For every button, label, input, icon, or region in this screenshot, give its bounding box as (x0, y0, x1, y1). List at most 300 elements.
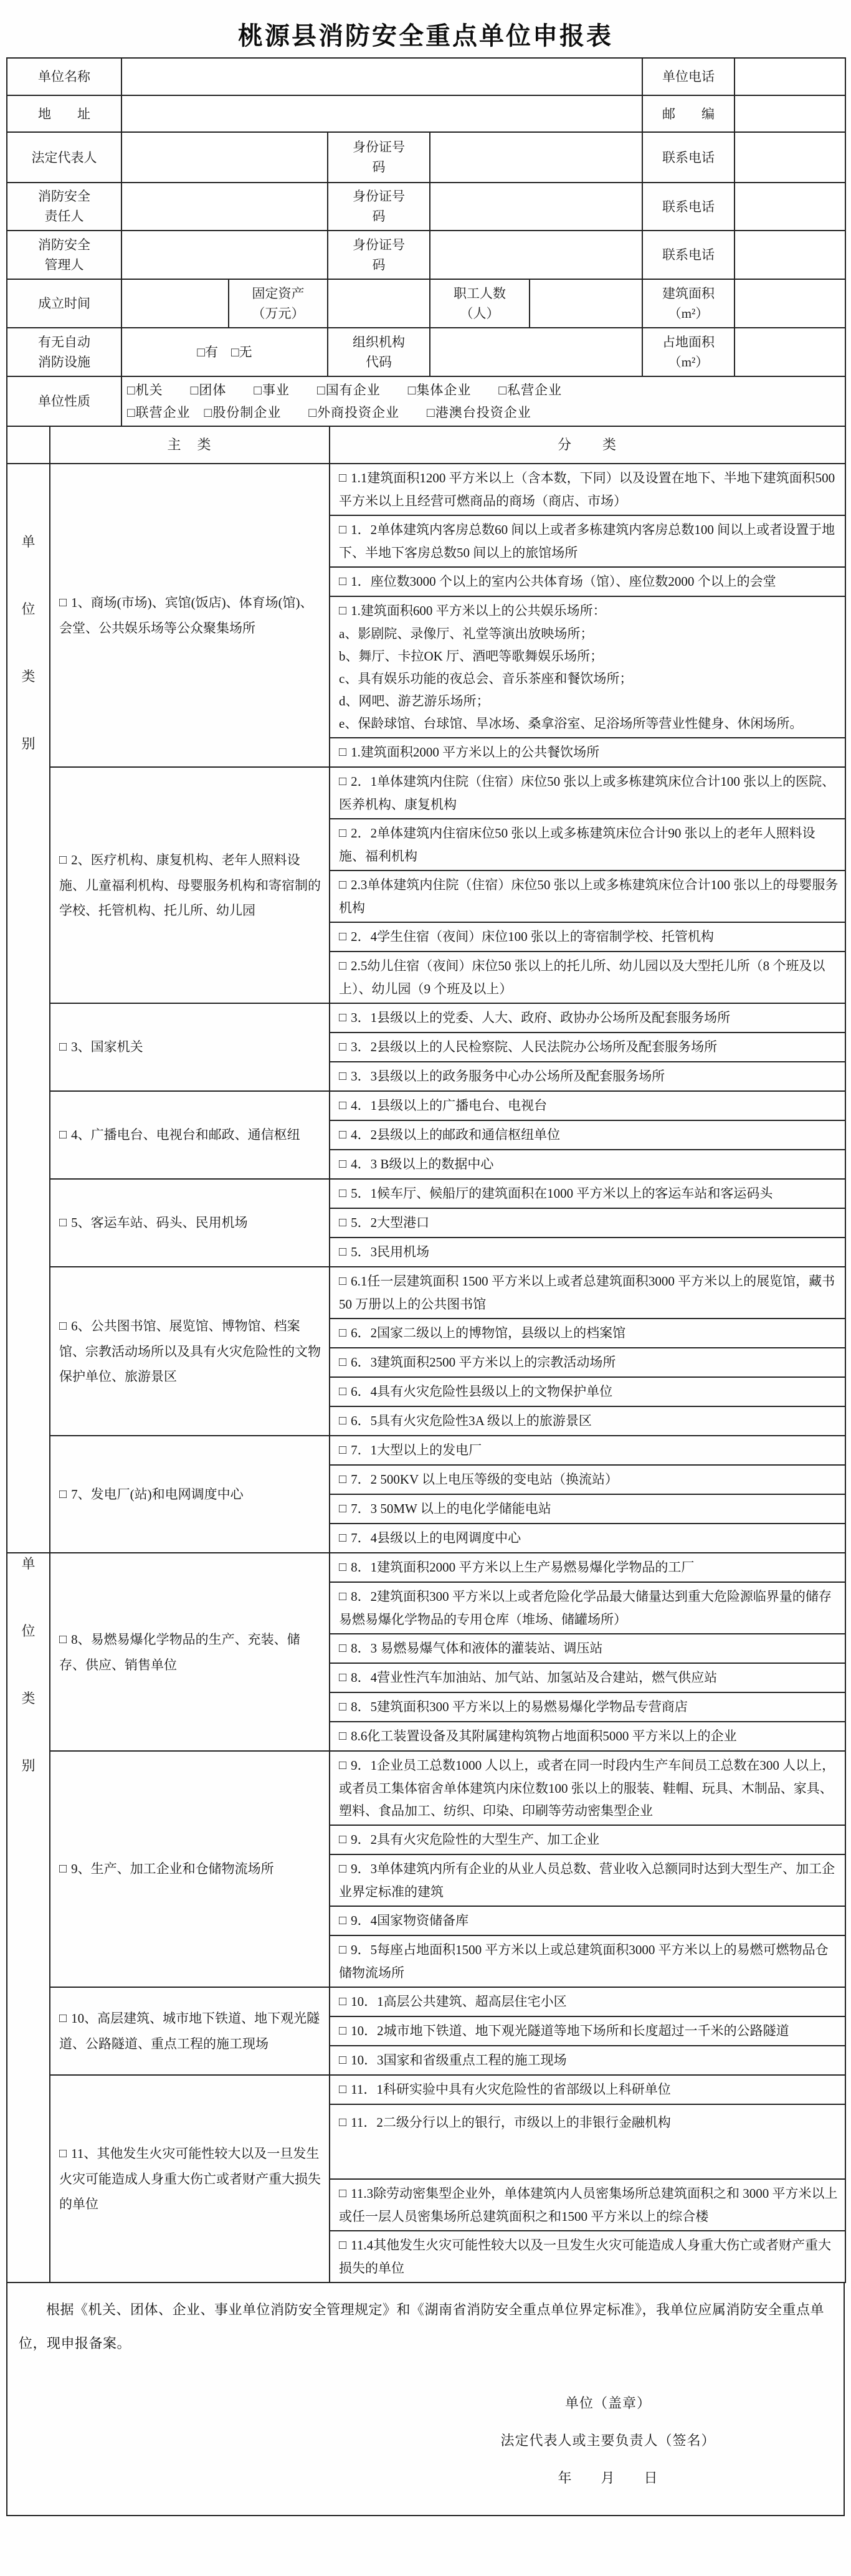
established-row (7, 279, 845, 328)
subcategory-text (339, 1858, 839, 1903)
subcategory-cell (330, 1854, 845, 1906)
safety-mgr-id-value[interactable] (430, 231, 642, 279)
subcategory-cell (330, 738, 845, 767)
main-category-label-text: 11、其他发生火灾可能性较大以及一旦发生火灾可能造成人身重大伤亡或者财产重大损失的单位 (59, 2146, 321, 2211)
subcategory-text-text: a、影剧院、录像厅、礼堂等演出放映场所； (339, 626, 594, 641)
main-category-cell (50, 464, 330, 767)
subcategory-text (339, 874, 839, 919)
main-category-label (59, 590, 323, 641)
checkbox-icon[interactable]: □ (339, 471, 347, 485)
main-category-label (59, 1314, 323, 1389)
subcategory-text-text: 2．4学生住宿（夜间）床位100 张以上的寄宿制学校、托管机构 (351, 929, 714, 944)
subcategory-cell (330, 1120, 845, 1150)
checkbox-icon[interactable]: □ (339, 1128, 347, 1142)
unit-name-value[interactable] (121, 58, 642, 95)
subcategory-text (339, 1637, 839, 1660)
checkbox-icon[interactable]: □ (339, 2024, 347, 2038)
subcategory-text (339, 599, 839, 623)
checkbox-icon[interactable]: □ (339, 1274, 347, 1288)
subcategory-text-text: 8．2建筑面积300 平方米以上或者危险化学品最大储量达到重大危险源临界量的储存易燃易爆化学物品的专用仓库（堆场、储罐场所） (339, 1589, 832, 1627)
subcategory-text-text: 10．3国家和省级重点工程的施工现场 (351, 2053, 567, 2068)
org-code-value[interactable] (430, 328, 642, 376)
subcategory-text (339, 2234, 839, 2279)
main-category-label-text: 3、国家机关 (71, 1039, 143, 1054)
unit-category-side-label-text: 单 位 类 别 (21, 534, 36, 751)
address-label: 地 址 (7, 95, 121, 132)
unit-nature-options-line2[interactable]: □联营企业 □股份制企业 □外商投资企业 □港澳台投资企业 (127, 405, 531, 420)
subcategory-text (339, 667, 839, 690)
checkbox-icon[interactable]: □ (339, 1069, 347, 1083)
subcategory-row (7, 464, 845, 515)
subcategory-cell (330, 2046, 845, 2075)
legal-rep-row (7, 132, 845, 183)
subcategory-text (339, 2020, 839, 2043)
subcategory-cell (330, 2016, 845, 2046)
subcategory-text (339, 1990, 839, 2013)
main-category-cell (50, 1553, 330, 1751)
subcategory-text-text: 6．2国家二级以上的博物馆，县级以上的档案馆 (351, 1325, 626, 1340)
main-category-cell (50, 1091, 330, 1179)
subcategory-cell (330, 1319, 845, 1348)
legal-rep-id-value[interactable] (430, 132, 642, 183)
unit-name-row (7, 58, 845, 95)
subcategory-text (339, 623, 839, 645)
subcategory-cell (330, 1377, 845, 1406)
subcategory-text-text: 1.建筑面积2000 平方米以上的公共餐饮场所 (351, 745, 600, 760)
main-category-cell (50, 1003, 330, 1091)
subcategory-text-text: 1．座位数3000 个以上的室内公共体育场（馆）、座位数2000 个以上的会堂 (351, 574, 776, 589)
subcategory-text-text: e、保龄球馆、台球馆、旱冰场、桑拿浴室、足浴场所等营业性健身、休闲场所。 (339, 716, 803, 731)
main-category-cell (50, 1751, 330, 1987)
subcategory-cell (330, 567, 845, 596)
main-category-label-text: 5、客运车站、码头、民用机场 (71, 1215, 248, 1230)
subcategory-text (339, 1497, 839, 1520)
checkbox-icon[interactable]: □ (339, 1040, 347, 1054)
checkbox-icon[interactable]: □ (339, 826, 347, 840)
subcategory-text (339, 1666, 839, 1689)
date-line: 年 月 日 (558, 2470, 658, 2486)
checkbox-icon[interactable]: □ (339, 1355, 347, 1369)
subcategory-cell (330, 1238, 845, 1267)
subcategory-text (339, 770, 839, 816)
subcategory-text (339, 1754, 839, 1822)
checkbox-icon[interactable]: □ (339, 1758, 347, 1772)
checkbox-icon[interactable]: □ (339, 1700, 347, 1714)
subcategory-text (339, 1036, 839, 1059)
unit-category-side-label (7, 464, 50, 1553)
unit-category-side-label (7, 1553, 50, 2283)
main-category-label (59, 1482, 323, 1507)
subcategory-text-text: 7．3 50MW 以上的电化学储能电站 (351, 1501, 551, 1516)
main-category-label (59, 1122, 323, 1148)
staff-count-label: 职工人数（人） (430, 279, 530, 328)
safety-mgr-id-label: 身份证号码 (328, 231, 430, 279)
subcategory-text (339, 1094, 839, 1117)
subcategory-cell (330, 1150, 845, 1179)
main-category-label-text: 4、广播电台、电视台和邮政、通信枢纽 (71, 1127, 300, 1142)
legal-rep-contact-value[interactable] (735, 132, 845, 183)
unit-nature-options-line1[interactable]: □机关 □团体 □事业 □国有企业 □集体企业 □私营企业 (127, 383, 563, 398)
checkbox-icon[interactable]: □ (339, 930, 347, 943)
footer-cell (7, 2283, 844, 2516)
unit-phone-value[interactable] (735, 58, 845, 95)
subcategory-text (339, 1696, 839, 1719)
safety-duty-contact-label: 联系电话 (642, 183, 735, 231)
main-category-label (59, 1856, 323, 1882)
checkbox-icon[interactable]: □ (339, 1862, 347, 1876)
checkbox-icon[interactable]: □ (339, 1560, 347, 1574)
subcategory-text-text: 1.建筑面积600 平方米以上的公共娱乐场所： (351, 603, 606, 618)
checkbox-icon[interactable]: □ (59, 1040, 67, 1054)
main-category-label (59, 1210, 323, 1236)
subcategory-text-text: 8.6化工装置设备及其附属建构筑物占地面积5000 平方米以上的企业 (351, 1729, 737, 1744)
checkbox-icon[interactable]: □ (59, 1128, 67, 1142)
address-row (7, 95, 845, 132)
subcategory-text (339, 1351, 839, 1374)
subcategory-row (7, 1751, 845, 1825)
sub-category-header: 分 类 (330, 426, 845, 464)
subcategory-text-text: 5．3民用机场 (351, 1244, 430, 1259)
subcategory-text-text: 7．2 500KV 以上电压等级的变电站（换流站） (351, 1472, 619, 1487)
subcategory-text-text: 4．2县级以上的邮政和通信枢纽单位 (351, 1127, 561, 1142)
declaration-paragraph: 根据《机关、团体、企业、事业单位消防安全管理规定》和《湖南省消防安全重点单位界定标准》，我单位应属消防安全重点单位，现申报备案。 (19, 2302, 825, 2351)
unit-nature-options (121, 376, 845, 426)
checkbox-icon[interactable]: □ (339, 1385, 347, 1398)
subcategory-text (339, 2078, 839, 2101)
subcategory-row (7, 1267, 845, 1319)
subcategory-text (339, 741, 839, 764)
subcategory-cell (330, 1825, 845, 1854)
main-category-cell (50, 1987, 330, 2075)
unit-category-side-label-text: 单 位 类 别 (21, 1556, 36, 1773)
subcategory-text-text: 3．1县级以上的党委、人大、政府、政协办公场所及配套服务场所 (351, 1010, 731, 1025)
subcategory-text-text: 2.5幼儿住宿（夜间）床位50 张以上的托儿所、幼儿园以及大型托儿所（8 个班及以上）、幼儿园（9 个班及以上） (339, 958, 825, 996)
subcategory-text-text: 6．3建筑面积2500 平方米以上的宗教活动场所 (351, 1355, 616, 1370)
subcategory-cell (330, 1267, 845, 1319)
checkbox-icon[interactable]: □ (339, 1245, 347, 1259)
checkbox-icon[interactable]: □ (339, 2238, 347, 2252)
subcategory-cell (330, 1436, 845, 1465)
checkbox-icon[interactable]: □ (339, 1414, 347, 1428)
subcategory-text (339, 1585, 839, 1631)
subcategory-text-text: 6．5具有火灾危险性3A 级以上的旅游景区 (351, 1413, 592, 1428)
legal-rep-label: 法定代表人 (7, 132, 121, 183)
safety-mgr-row (7, 231, 845, 279)
subcategory-cell (330, 1751, 845, 1825)
checkbox-icon[interactable]: □ (339, 1590, 347, 1603)
subcategory-text-text: 9．3单体建筑内所有企业的从业人员总数、营业收入总额同时达到大型生产、加工企业界定标准的建筑 (339, 1861, 835, 1899)
subcategory-cell (330, 464, 845, 515)
subcategory-text (339, 1322, 839, 1345)
staff-count-value[interactable] (530, 279, 642, 328)
main-category-label-text: 10、高层建筑、城市地下铁道、地下观光隧道、公路隧道、重点工程的施工现场 (59, 2011, 320, 2051)
checkbox-icon[interactable]: □ (339, 523, 347, 537)
checkbox-icon[interactable]: □ (339, 2053, 347, 2067)
subcategory-row (7, 767, 845, 819)
checkbox-icon[interactable]: □ (59, 1319, 67, 1333)
checkbox-icon[interactable]: □ (59, 596, 67, 609)
postcode-label: 邮 编 (642, 95, 735, 132)
subcategory-text-text: 9．4国家物资储备库 (351, 1913, 469, 1928)
subcategory-cell (330, 819, 845, 871)
unit-info-table (6, 57, 846, 427)
safety-duty-contact-value[interactable] (735, 183, 845, 231)
subcategory-cell (330, 1062, 845, 1091)
subcategory-cell (330, 922, 845, 952)
subcategory-text-text: 8．5建筑面积300 平方米以上的易燃易爆化学物品专营商店 (351, 1699, 688, 1714)
subcategory-cell (330, 596, 845, 738)
checkbox-icon[interactable]: □ (59, 1487, 67, 1501)
subcategory-text (339, 1241, 839, 1264)
subcategory-cell (330, 2104, 845, 2179)
checkbox-icon[interactable]: □ (339, 1326, 347, 1340)
subcategory-text (339, 1828, 839, 1851)
subcategory-cell (330, 2231, 845, 2283)
checkbox-icon[interactable]: □ (339, 1157, 347, 1171)
subcategory-text (339, 1182, 839, 1205)
subcategory-text-text: 5．1候车厅、候船厅的建筑面积在1000 平方米以上的客运车站和客运码头 (351, 1186, 773, 1201)
subcategory-text (339, 1527, 839, 1550)
subcategory-cell (330, 1406, 845, 1436)
subcategory-text (339, 712, 839, 735)
auto-facilities-row (7, 328, 845, 376)
subcategory-cell (330, 1553, 845, 1582)
subcategory-text (339, 1439, 839, 1462)
subcategory-cell (330, 767, 845, 819)
checkbox-icon[interactable]: □ (339, 1729, 347, 1743)
building-area-value[interactable] (735, 279, 845, 328)
established-label: 成立时间 (7, 279, 121, 328)
main-category-label-text: 8、易燃易爆化学物品的生产、充装、储存、供应、销售单位 (59, 1631, 300, 1672)
checkbox-icon[interactable]: □ (339, 1641, 347, 1655)
auto-facilities-checkboxes[interactable]: □有 □无 (121, 328, 328, 376)
fixed-assets-label: 固定资产（万元） (229, 279, 328, 328)
subcategory-text-text: 4．3 B级以上的数据中心 (351, 1157, 494, 1171)
main-category-label (59, 1627, 323, 1677)
safety-duty-id-label: 身份证号码 (328, 183, 430, 231)
legal-rep-value[interactable] (121, 132, 328, 183)
safety-duty-row (7, 183, 845, 231)
checkbox-icon[interactable]: □ (339, 1833, 347, 1846)
subcategory-cell (330, 2179, 845, 2231)
subcategory-cell (330, 1033, 845, 1062)
subcategory-row (7, 1987, 845, 2016)
subcategory-text (339, 1939, 839, 1984)
subcategory-text-text: 8．3 易燃易爆气体和液体的灌装站、调压站 (351, 1641, 603, 1656)
safety-duty-label: 消防安全责任人 (7, 183, 121, 231)
org-code-label: 组织机构代码 (328, 328, 430, 376)
subcategory-text (339, 1153, 839, 1176)
subcategory-text-text: d、网吧、游艺游乐场所； (339, 694, 490, 708)
checkbox-icon[interactable]: □ (59, 1216, 67, 1229)
subcategory-text (339, 2182, 839, 2228)
unit-phone-label: 单位电话 (642, 58, 735, 95)
subcategory-text-text: 2.3单体建筑内住院（住宿）床位50 张以上或多栋建筑床位合计100 张以上的母婴服务机构 (339, 877, 839, 915)
subcategory-text (339, 1211, 839, 1234)
main-category-label-text: 7、发电厂(站)和电网调度中心 (71, 1486, 244, 1502)
checkbox-icon[interactable]: □ (339, 1011, 347, 1024)
subcategory-text-text: 11．2二级分行以上的银行，市级以上的非银行金融机构 (351, 2115, 671, 2130)
main-category-header: 主 类 (50, 426, 330, 464)
checkbox-icon[interactable]: □ (339, 745, 347, 759)
main-category-label (59, 1034, 323, 1060)
subcategory-text (339, 1065, 839, 1088)
subcategory-cell (330, 1722, 845, 1751)
checkbox-icon[interactable]: □ (339, 1914, 347, 1927)
subcategory-text-text: 7．4县级以上的电网调度中心 (351, 1530, 521, 1545)
subcategory-text (339, 1380, 839, 1403)
subcategory-cell (330, 515, 845, 567)
safety-mgr-contact-value[interactable] (735, 231, 845, 279)
subcategory-cell (330, 871, 845, 922)
subcategory-cell (330, 1494, 845, 1524)
postcode-value[interactable] (735, 95, 845, 132)
subcategory-text (339, 1006, 839, 1029)
checkbox-icon[interactable]: □ (339, 2082, 347, 2096)
subcategory-row (7, 1179, 845, 1208)
checkbox-icon[interactable]: □ (59, 853, 67, 867)
subcategory-cell (330, 1348, 845, 1377)
checkbox-icon[interactable]: □ (339, 1502, 347, 1515)
subcategory-text (339, 1123, 839, 1147)
subcategory-text (339, 1909, 839, 1932)
subcategory-cell (330, 1179, 845, 1208)
category-header-corner (7, 426, 50, 464)
subcategory-row (7, 1091, 845, 1120)
checkbox-icon[interactable]: □ (339, 1186, 347, 1200)
unit-name-label: 单位名称 (7, 58, 121, 95)
subcategory-text-text: 10．1高层公共建筑、超高层住宅小区 (351, 1994, 567, 2009)
main-category-label-text: 9、生产、加工企业和仓储物流场所 (71, 1861, 274, 1876)
subcategory-text (339, 955, 839, 1000)
subcategory-text (339, 467, 839, 512)
subcategory-cell (330, 1465, 845, 1494)
subcategory-text-text: 3．2县级以上的人民检察院、人民法院办公场所及配套服务场所 (351, 1039, 718, 1054)
subcategory-text (339, 1270, 839, 1315)
subcategory-text-text: 11.3除劳动密集型企业外，单体建筑内人员密集场所总建筑面积之和 3000 平方米以上或任一层人员密集场所总建筑面积之和1500 平方米以上的综合楼 (339, 2186, 838, 2224)
safety-duty-value[interactable] (121, 183, 328, 231)
category-table (6, 426, 846, 2283)
form-title: 桃源县消防安全重点单位申报表 (238, 22, 613, 50)
unit-nature-label: 单位性质 (7, 376, 121, 426)
checkbox-icon[interactable]: □ (59, 1632, 67, 1646)
subcategory-text-text: 8．4营业性汽车加油站、加气站、加氢站及合建站，燃气供应站 (351, 1670, 718, 1685)
subcategory-cell (330, 1208, 845, 1238)
checkbox-icon[interactable]: □ (59, 2011, 67, 2025)
category-table-body (7, 426, 845, 2283)
checkbox-icon[interactable]: □ (339, 959, 347, 973)
unit-seal-line: 单位（盖章） (564, 2395, 651, 2411)
checkbox-icon[interactable]: □ (339, 575, 347, 588)
checkbox-icon[interactable]: □ (339, 1943, 347, 1957)
subcategory-text-text: 2．1单体建筑内住院（住宿）床位50 张以上或多栋建筑床位合计100 张以上的医院、医养机构、康复机构 (339, 774, 835, 812)
subcategory-cell (330, 1987, 845, 2016)
subcategory-text (339, 822, 839, 867)
checkbox-icon[interactable]: □ (339, 1995, 347, 2008)
subcategory-row (7, 1003, 845, 1033)
checkbox-icon[interactable]: □ (339, 1443, 347, 1457)
address-value[interactable] (121, 95, 642, 132)
subcategory-text (339, 518, 839, 564)
safety-mgr-value[interactable] (121, 231, 328, 279)
subcategory-text (339, 690, 839, 712)
fixed-assets-value[interactable] (328, 279, 430, 328)
main-category-cell (50, 2075, 330, 2283)
subcategory-text-text: b、舞厅、卡拉OK 厅、酒吧等歌舞娱乐场所； (339, 649, 604, 664)
subcategory-text (339, 1468, 839, 1491)
footer-table (6, 2282, 845, 2516)
main-category-label-text: 2、医疗机构、康复机构、老年人照料设施、儿童福利机构、母婴服务机构和寄宿制的学校、托管机构、托儿所、幼儿园 (59, 852, 321, 918)
subcategory-cell (330, 1634, 845, 1663)
category-header-row (7, 426, 845, 464)
subcategory-text-text: 7．1大型以上的发电厂 (351, 1443, 482, 1457)
unit-nature-row (7, 376, 845, 426)
safety-mgr-contact-label: 联系电话 (642, 231, 735, 279)
checkbox-icon[interactable]: □ (59, 1862, 67, 1876)
subcategory-text-text: 1．2单体建筑内客房总数60 间以上或者多栋建筑内客房总数100 间以上或者设置于地下、半地下客房总数50 间以上的旅馆场所 (339, 522, 835, 560)
checkbox-icon[interactable]: □ (339, 604, 347, 618)
subcategory-cell (330, 1091, 845, 1120)
main-category-label (59, 2006, 323, 2056)
subcategory-text-text: 11.4其他发生火灾可能性较大以及一旦发生火灾可能造成人身重大伤亡或者财产重大损失的单位 (339, 2238, 832, 2276)
subcategory-text (339, 570, 839, 593)
subcategory-text-text: 9．1企业员工总数1000 人以上，或者在同一时段内生产车间员工总数在300 人以上，或者员工集体宿舍单体建筑内床位数100 张以上的服装、鞋帽、玩具、木制品、家具、塑料、食品加工、纺织、印染、印刷等劳动密集型企业 (339, 1758, 835, 1818)
land-area-label: 占地面积（m²） (642, 328, 735, 376)
legal-rep-id-label: 身份证号码 (328, 132, 430, 183)
subcategory-text-text: 11．1科研实验中具有火灾危险性的省部级以上科研单位 (351, 2082, 671, 2097)
subcategory-cell (330, 1906, 845, 1935)
subcategory-cell (330, 2075, 845, 2104)
subcategory-text-text: 6．4具有火灾危险性县级以上的文物保护单位 (351, 1384, 613, 1399)
checkbox-icon[interactable]: □ (339, 1472, 347, 1486)
subcategory-text (339, 645, 839, 667)
established-value[interactable] (121, 279, 229, 328)
checkbox-icon[interactable]: □ (339, 775, 347, 788)
subcategory-text-text: 2．2单体建筑内住宿床位50 张以上或多栋建筑床位合计90 张以上的老年人照料设施、福利机构 (339, 826, 815, 864)
subcategory-text (339, 1410, 839, 1433)
main-category-cell (50, 767, 330, 1003)
checkbox-icon[interactable]: □ (339, 1531, 347, 1545)
subcategory-text-text: 9．5每座占地面积1500 平方米以上或总建筑面积3000 平方米以上的易燃可燃物品仓储物流场所 (339, 1942, 829, 1980)
subcategory-text-text: 1.1建筑面积1200 平方米以上（含本数，下同）以及设置在地下、半地下建筑面积500 平方米以上且经营可燃商品的商场（商店、市场） (339, 470, 835, 508)
checkbox-icon[interactable]: □ (59, 2147, 67, 2160)
auto-facilities-label: 有无自动消防设施 (7, 328, 121, 376)
checkbox-icon[interactable]: □ (339, 878, 347, 892)
main-category-label-text: 6、公共图书馆、展览馆、博物馆、档案馆、宗教活动场所以及具有火灾危险性的文物保护单位、旅游景区 (59, 1319, 321, 1384)
subcategory-text-text: 9．2具有火灾危险性的大型生产、加工企业 (351, 1832, 600, 1847)
main-category-label (59, 847, 323, 923)
main-category-cell (50, 1179, 330, 1267)
subcategory-text-text: 3．3县级以上的政务服务中心办公场所及配套服务场所 (351, 1069, 665, 1084)
checkbox-icon[interactable]: □ (339, 2116, 347, 2129)
legal-rep-signature-line: 法定代表人或主要负责人（签名） (500, 2433, 716, 2448)
subcategory-cell (330, 1663, 845, 1692)
land-area-value[interactable] (735, 328, 845, 376)
checkbox-icon[interactable]: □ (339, 2187, 347, 2200)
subcategory-text (339, 925, 839, 948)
legal-rep-contact-label: 联系电话 (642, 132, 735, 183)
checkbox-icon[interactable]: □ (339, 1216, 347, 1229)
main-category-label (59, 2141, 323, 2216)
subcategory-text-text: 4．1县级以上的广播电台、电视台 (351, 1098, 548, 1113)
subcategory-text (339, 1556, 839, 1579)
checkbox-icon[interactable]: □ (339, 1099, 347, 1112)
checkbox-icon[interactable]: □ (339, 1671, 347, 1684)
subcategory-text (339, 2111, 839, 2134)
subcategory-cell (330, 1524, 845, 1553)
safety-duty-id-value[interactable] (430, 183, 642, 231)
subcategory-text-text: 6.1任一层建筑面积 1500 平方米以上或者总建筑面积3000 平方米以上的展览馆，藏书50 万册以上的公共图书馆 (339, 1274, 835, 1312)
